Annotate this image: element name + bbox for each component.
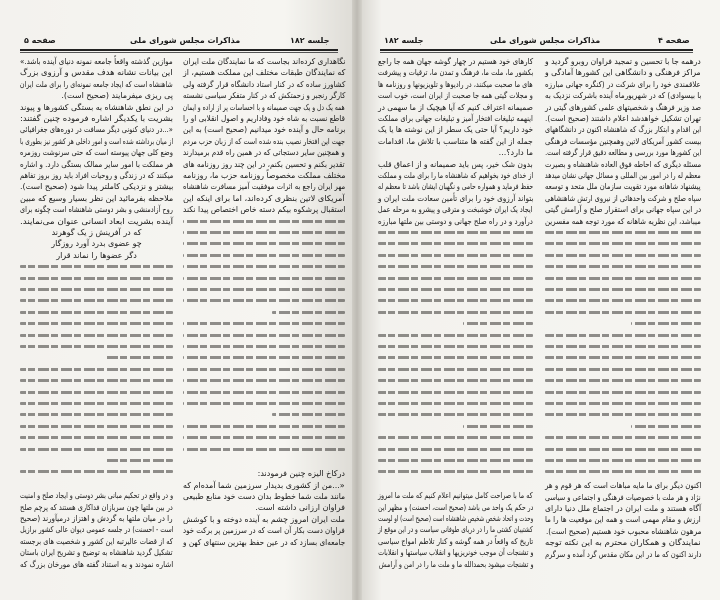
text-column: [545, 0, 701, 600]
illegible-text-line: [545, 288, 701, 291]
text-line: همه یک دل و یک جهت صمیمانه و با احساسات پر از اراده و ایمان: [183, 102, 345, 112]
illegible-text-line: [183, 231, 345, 234]
text-line: است - احسنت) در جلسه عمومی دیوان عالی کشور برازیل: [19, 525, 173, 535]
text-line: ارزش و مقام مهمی است و همه این موقعیت ها را ما: [545, 515, 701, 525]
text-line: فراوان ارزانی داشته است.: [255, 503, 345, 513]
text-line: این اقدام و ابتکار بزرگ که شاهنشاه اکنون در دانشگاههای: [544, 125, 701, 135]
text-line: نگاهداری کرده‌اند بجاست که ما نمایندگان ملت ایران: [182, 57, 345, 66]
illegible-text-line: [183, 425, 345, 428]
text-line: میباشد، این نظریه شاهانه که مورد توجه همه مفسرین: [545, 216, 701, 226]
verse-line: دگر عضوها را نماند قرار: [56, 250, 137, 260]
illegible-text-line: [631, 322, 701, 325]
page-number: صفحه ۴: [658, 36, 690, 45]
text-line: موازین گذشته واقعاً جامعه نمونه دنیای آینده باشد.»: [20, 57, 173, 66]
text-line: درکاخ الیزه چنین فرمودند:: [257, 469, 345, 479]
illegible-text-line: [378, 299, 533, 302]
illegible-text-line: [378, 356, 533, 359]
text-line: فراوان دست بکار آن است که در سرزمین پر برکت خود: [183, 526, 345, 536]
text-line: در حکم یک واحد می باشد (صحیح است، احسنت) و مظهر این: [377, 502, 533, 512]
illegible-text-line: [378, 459, 533, 462]
illegible-text-line: [183, 368, 345, 371]
illegible-text-line: [20, 277, 173, 280]
illegible-text-line: [545, 470, 701, 473]
text-line: شاهنشاه است که ایجاد جامعه نمونه‌ای را برای ملت ایران: [20, 79, 173, 89]
text-line: «...در دنیای کنونی دیگر مسافت در دوره‌های جغرافیائی: [20, 125, 173, 135]
illegible-text-line: [545, 334, 701, 337]
text-line: جهت این افتخار نصیب بنده شده است که از زبان حزب مردم: [183, 136, 345, 146]
illegible-text-line: [545, 242, 701, 245]
text-line: با بیسوادی) که در شهریورماه آینده باشرکت نزدیک به: [544, 91, 701, 101]
illegible-text-line: [183, 299, 345, 302]
text-column: [378, 0, 533, 600]
text-line: بکشور ما، ملت ما، فرهنگ و تمدن ما، ترقیات و پیشرفت: [377, 68, 533, 78]
illegible-text-line: [183, 242, 345, 245]
illegible-text-line: [183, 277, 345, 280]
illegible-text-line: [20, 288, 173, 291]
text-line: در بین ملتها چون سربازان فداکاری هستند که پرچم صلح: [20, 502, 173, 512]
text-line: در این سپاه جهانی برای استقرار صلح و آرامش گیتی: [544, 205, 701, 215]
illegible-text-line: [463, 322, 533, 325]
text-line: برنامه حال و آینده خود میدانیم (صحیح است) به این: [182, 125, 345, 135]
text-line: و تشنجات آن موجب خونریزیها و انقلاب سیاستها و انقلابات: [377, 548, 533, 558]
illegible-text-line: [272, 311, 345, 314]
illegible-text-line: [378, 277, 533, 280]
text-line: پی ریزی میفرمایند (صحیح است).: [61, 91, 173, 101]
illegible-text-line: [20, 470, 173, 473]
illegible-text-line: [378, 391, 533, 394]
illegible-text-line: [20, 379, 173, 382]
illegible-text-line: [20, 402, 173, 405]
text-line: حفظ فرماید و همواره حامی و نگهبان ایشان باشد تا معظم له: [377, 182, 533, 192]
illegible-text-line: [20, 299, 173, 302]
text-line: دارند اکنون که ما در این مکان مقدس گرد آمده و سرگرم: [544, 549, 701, 559]
text-line: تقدیر بکنم و تحسین بکنم، در این چند روز روزنامه های: [183, 159, 345, 169]
illegible-text-line: [183, 391, 345, 394]
illegible-text-line: [378, 436, 533, 439]
illegible-text-line: [378, 231, 533, 234]
illegible-text-line: [183, 254, 345, 257]
running-title: مذاکرات مجلس شورای ملی: [130, 36, 241, 45]
text-line: بدون شک خیر، پس باید صمیمانه و از اعماق قلب: [378, 159, 533, 169]
text-line: مسئله دیگری که احاطه فوق العاده شاهنشاه و بصیرت: [544, 159, 701, 169]
illegible-text-line: [20, 425, 173, 428]
text-line: بیست کشور آمریکای لاتین وهمچنین مؤسسات فرهنگی: [544, 136, 701, 146]
text-line: استقبال پرشکوه بیکم دسته خاص اختصاص پیدا نکند: [182, 205, 345, 215]
illegible-text-line: [378, 448, 533, 451]
illegible-text-line: [378, 288, 533, 291]
text-line: درآورد و در راه صلح جهانی و دوستی بین ملتها مبارزه: [378, 216, 533, 226]
text-line: نمایندگان و همکاران محترم به این نکته توجه: [545, 538, 701, 548]
text-line: درهمه جا با تحسین و تمجید فراوان روبرو گردید و: [545, 57, 701, 66]
illegible-text-line: [545, 265, 701, 268]
text-line: و همچنین سایر دستجاتی که در همین راه قدم برمیدارند: [183, 148, 345, 158]
illegible-text-line: [378, 402, 533, 405]
illegible-text-line: [20, 265, 173, 268]
illegible-text-line: [183, 334, 345, 337]
text-line: ملت ایران امروز چشم به آینده دوخته و با کوشش: [183, 514, 345, 524]
illegible-text-line: [545, 459, 701, 462]
text-line: را در میان ملتها به گردش و اهتزاز درمیآورند (صحیح: [20, 514, 173, 523]
text-line: اشاره نمودند و به استناد گفته های مورخان بزرگ که: [19, 559, 173, 569]
text-line: صمیمانه اعتراف کنیم که آیا هیچیک از ما سهمی در: [378, 102, 533, 112]
text-line: این بیانات نشانه هدف مقدس و آرزوی بزرگ: [20, 68, 173, 78]
illegible-text-line: [545, 413, 701, 416]
text-line: های ما صحبت میکنند، در رادیوها و تلویزیونها و روزنامه ها: [378, 79, 533, 89]
illegible-text-line: [20, 448, 173, 451]
illegible-text-line: [545, 402, 701, 405]
session-number: جلسه ۱۸۲: [384, 36, 424, 45]
text-line: که از قضات عالیرتبه این کشور و شخصیت های برجسته: [20, 536, 173, 546]
text-line: آینده بشریت ابعاد انسانی عنوان می‌نمایند.: [19, 216, 173, 226]
illegible-text-line: [378, 265, 533, 268]
text-line: قاطع نسبت به شاه خود وفاداریم و اصول انقلابی او را: [183, 114, 345, 123]
text-line: هر مملکت با امور سایر ممالک بستگی دارد. و اشاره: [19, 159, 173, 169]
illegible-text-line: [272, 413, 345, 416]
illegible-text-line: [183, 322, 345, 325]
illegible-text-line: [545, 368, 701, 371]
text-line: تشکیل گردید شاهنشاه به توضیح و تشریح ایران باستان: [20, 548, 173, 558]
text-line: وحدت و اتحاد شخص شخیص شاهنشاه است (صحیح است) او لوست: [377, 514, 533, 523]
illegible-text-line: [631, 425, 701, 428]
text-line: تهران تشکیل خواهدشد اعلام داشتند (صحیح است).: [545, 114, 701, 123]
illegible-text-line: [20, 322, 173, 325]
illegible-text-line: [20, 368, 173, 371]
text-line: خود داریم؟ آیا حتی یک سطر از این نوشته ها یا یک: [377, 125, 533, 135]
text-line: بتواند آرزوی خود را برای تأمین سعادت ملت ایران و: [377, 193, 533, 203]
illegible-text-line: [545, 379, 701, 382]
illegible-text-line: [545, 299, 701, 302]
illegible-text-line: [183, 448, 345, 451]
text-line: پیشنهاد شاهانه مورد تقویت سازمان ملل متحد و توسعه: [545, 182, 701, 192]
illegible-text-line: [20, 413, 173, 416]
illegible-text-line: [378, 311, 533, 314]
illegible-text-line: [104, 459, 173, 462]
text-line: که نمایندگان طبقات مختلف این مملکت هستیم، از: [182, 68, 345, 78]
illegible-text-line: [378, 379, 533, 382]
text-line: نژاد و هر ملت با خصوصیات فرهنگی و اجتماعی و سیاسی: [545, 492, 701, 502]
illegible-text-line: [545, 448, 701, 451]
text-line: تاریخ که واقعاً در همه گوشه و کنار تلاطم امواج سیاسی: [377, 536, 533, 546]
text-line: وضع کلی جهان پیوسته است که حتی سرنوشت روزمره: [20, 148, 173, 158]
text-line: آمریکای لاتین بنظری کرده‌اند، اما برای اینکه این: [183, 193, 345, 203]
text-line: از خدای خود بخواهیم که شاهنشاه ما را برای ملت و مملکت: [377, 171, 533, 180]
text-line: مانند ملت شما خطوط بدان دست خود منابع طبیعی: [182, 492, 345, 501]
illegible-text-line: [378, 413, 533, 416]
illegible-text-line: [183, 345, 345, 348]
text-line: مراکز فرهنگی و دانشگاهی این کشورها آمادگی و: [545, 68, 701, 78]
text-line: مختلف مملکت مخصوصاً روزنامه حزب ما، روزنامه: [182, 171, 345, 180]
illegible-text-line: [545, 391, 701, 394]
text-line: بشریت با یکدیگر اشاره فرموده چنین گفتند:: [20, 114, 173, 123]
text-line: کارهای خود هستیم در چهار گوشه جهان همه جا راجع: [377, 57, 533, 66]
illegible-text-line: [20, 391, 173, 394]
page-number: صفحه ۵: [24, 36, 56, 45]
running-title: مذاکرات مجلس شورای ملی: [490, 36, 601, 45]
illegible-text-line: [545, 436, 701, 439]
illegible-text-line: [183, 265, 345, 268]
text-line: در این نطق شاهنشاه به بستگی کشورها و پیوند: [19, 102, 173, 112]
text-line: از میان برداشته شده است و امور داخلی هر کشور نیز بطوری با: [19, 136, 173, 146]
text-line: «...من از کشوری بدیدار سرزمین شما آمده‌ام که: [183, 480, 345, 490]
illegible-text-line: [183, 220, 345, 223]
illegible-text-line: [20, 311, 173, 314]
verse-line: که در آفرینش ز یک گوهرند: [51, 228, 142, 237]
illegible-text-line: [183, 356, 345, 359]
illegible-text-line: [20, 436, 173, 439]
illegible-text-line: [545, 311, 701, 314]
text-line: علاقمندی خود را برای شرکت در (کنگره جهانی مبارزه: [545, 79, 701, 89]
illegible-text-line: [378, 470, 533, 473]
text-line: جمله از این گفته ها متناسب با تلاش ما، اقدامات: [378, 136, 533, 146]
book-gutter: [352, 0, 362, 600]
text-line: کشاورز ساده که در کنار استاد دانشگاه قرار گرفته ولی: [182, 79, 345, 89]
illegible-text-line: [183, 379, 345, 382]
text-line: ایجاد یک ایران خوشبخت و مترقی و پیشرو به مرحله عمل: [378, 205, 533, 215]
illegible-text-line: [545, 277, 701, 280]
text-line: این کشورها مورد بررسی و مطالعه دقیق قرار گرفته است.: [544, 148, 701, 158]
session-number: جلسه ۱۸۲: [290, 36, 330, 45]
text-line: کشتیبان کشتی ما را در دریای طوفانی سیاست و در این موقع از: [378, 525, 533, 535]
illegible-text-line: [20, 345, 173, 348]
text-line: مهر ایران راجع به اثرات موفقیت آمیز مسافرت شاهنشاه: [182, 182, 345, 192]
text-line: که ما با صراحت کامل میتوانیم اعلام کنیم که ملت ما امروز: [378, 491, 533, 501]
illegible-text-line: [20, 334, 173, 337]
text-line: کارگر رنجبر و زحمتکش که در کنار متفکر سیاسی نشسته: [182, 91, 345, 101]
illegible-text-line: [183, 288, 345, 291]
text-line: مرهون شاهنشاه محبوب خود هستیم (صحیح است).: [545, 526, 701, 536]
illegible-text-line: [378, 368, 533, 371]
text-line: جامعه‌ای بسازد که در عین حفظ بهترین سنتهای کهن و: [182, 537, 345, 547]
text-line: روح آزادمنشی و بشر دوستی شاهنشاه است چگونه برای: [20, 205, 173, 215]
illegible-text-line: [463, 425, 533, 428]
text-line: میکنند که در زندگی و روحیات افراد باید روز بروز تفاهم: [19, 171, 173, 180]
verse-line: چو عضوی بدرد آورد روزگار: [51, 239, 142, 249]
text-column: [183, 0, 345, 600]
text-line: ملاحظه بفرمائید این نظر بسیار وسیع که مبین: [19, 193, 173, 203]
text-line: و در واقع در تحکیم مبانی بشر دوستی و ایجاد صلح و امنیت: [19, 491, 173, 501]
text-column: [20, 0, 173, 600]
text-line: آگاه هستند و ملت ایران در اجتماع ملل دنیا دارای: [544, 504, 701, 513]
illegible-text-line: [545, 254, 701, 257]
illegible-text-line: [378, 345, 533, 348]
text-line: معظم له را در امور بین المللی و مسائل جهانی نشان میدهد: [545, 171, 701, 180]
illegible-text-line: [183, 436, 345, 439]
text-line: سپاه صلح و شرکت واحدهائی از نیروی ارتش شاهنشاهی: [544, 193, 701, 203]
text-line: صد وزیر فرهنگ و شخصیتهای علمی کشورهای گیتی در: [545, 102, 701, 112]
illegible-text-line: [545, 345, 701, 348]
illegible-text-line: [378, 242, 533, 245]
illegible-text-line: [378, 254, 533, 257]
text-line: اینهمه تبلیغات افتخار آمیز و تبلیغات جهانی برای مملکت: [378, 114, 533, 123]
illegible-text-line: [183, 402, 345, 405]
text-line: اکنون دیگر برای ما مایه مباهات است که هر قوم و هر: [544, 481, 701, 491]
text-line: بیشتر و نزدیکی کاملتر پیدا شود (صحیح است).: [19, 182, 173, 192]
illegible-text-line: [104, 356, 173, 359]
illegible-text-line: [378, 334, 533, 337]
text-line: ما دارد؟...: [498, 148, 533, 158]
text-line: و تشنجات میشود بحمدالله ما و ملت ما را در امن و آرامش: [378, 559, 533, 569]
illegible-text-line: [545, 356, 701, 359]
text-line: و مجلات گیتی همه جا صحبت از ایران است، خوب است: [378, 91, 533, 101]
illegible-text-line: [545, 231, 701, 234]
